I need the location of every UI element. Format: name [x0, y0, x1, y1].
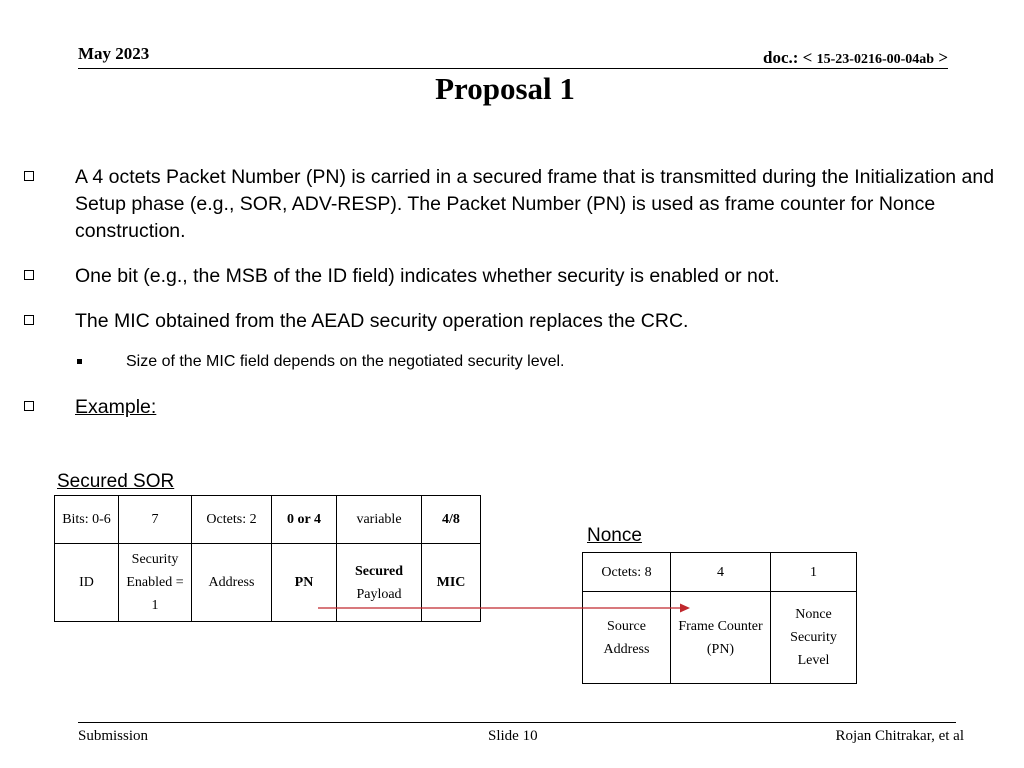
doc-suffix: > — [934, 48, 948, 67]
size-cell: 4 — [671, 553, 771, 592]
doc-prefix: doc.: < — [763, 48, 817, 67]
size-cell: 1 — [771, 553, 857, 592]
field-cell-mic: MIC — [422, 544, 481, 622]
field-cell-address: Address — [192, 544, 272, 622]
size-cell: Octets: 2 — [192, 496, 272, 544]
field-cell-pn: PN — [272, 544, 337, 622]
footer-rule — [78, 722, 956, 723]
size-cell: Octets: 8 — [583, 553, 671, 592]
size-cell: 0 or 4 — [272, 496, 337, 544]
size-cell: Bits: 0-6 — [55, 496, 119, 544]
doc-number: 15-23-0216-00-04ab — [816, 52, 935, 67]
bullet-text: One bit (e.g., the MSB of the ID field) indicates whether security is enabled or not. — [75, 265, 780, 287]
example-label: Example: — [75, 396, 157, 418]
footer-submission: Submission — [78, 728, 149, 744]
field-cell-frame-counter: Frame Counter (PN) — [671, 592, 771, 684]
size-cell: variable — [337, 496, 422, 544]
bullet-text: A 4 octets Packet Number (PN) is carried in a secured frame that is transmitted during the Initialization and Setup phase (e.g., SOR, ADV-RESP). The Packet Number (PN) is used as frame counter for Nonce construction. — [75, 166, 995, 242]
field-cell-nonce-security-level: Nonce Security Level — [771, 592, 857, 684]
size-cell: 4/8 — [422, 496, 481, 544]
secured-word: Secured — [355, 563, 403, 579]
slide-title: Proposal 1 — [435, 71, 575, 106]
bullet-text: The MIC obtained from the AEAD security operation replaces the CRC. — [75, 310, 689, 332]
sub-bullet-text: Size of the MIC field depends on the negotiated security level. — [126, 353, 565, 370]
arrow-head-icon — [680, 604, 690, 613]
field-cell-security-enabled: Security Enabled = 1 — [119, 544, 192, 622]
secured-sor-caption: Secured SOR — [57, 471, 175, 492]
size-cell: 7 — [119, 496, 192, 544]
field-cell-id: ID — [55, 544, 119, 622]
footer-author: Rojan Chitrakar, et al — [835, 728, 964, 744]
nonce-caption: Nonce — [587, 525, 642, 546]
footer-slide-number: Slide 10 — [488, 728, 538, 744]
field-cell-source-address: Source Address — [583, 592, 671, 684]
payload-word: Payload — [356, 586, 402, 602]
header-date: May 2023 — [78, 44, 150, 63]
